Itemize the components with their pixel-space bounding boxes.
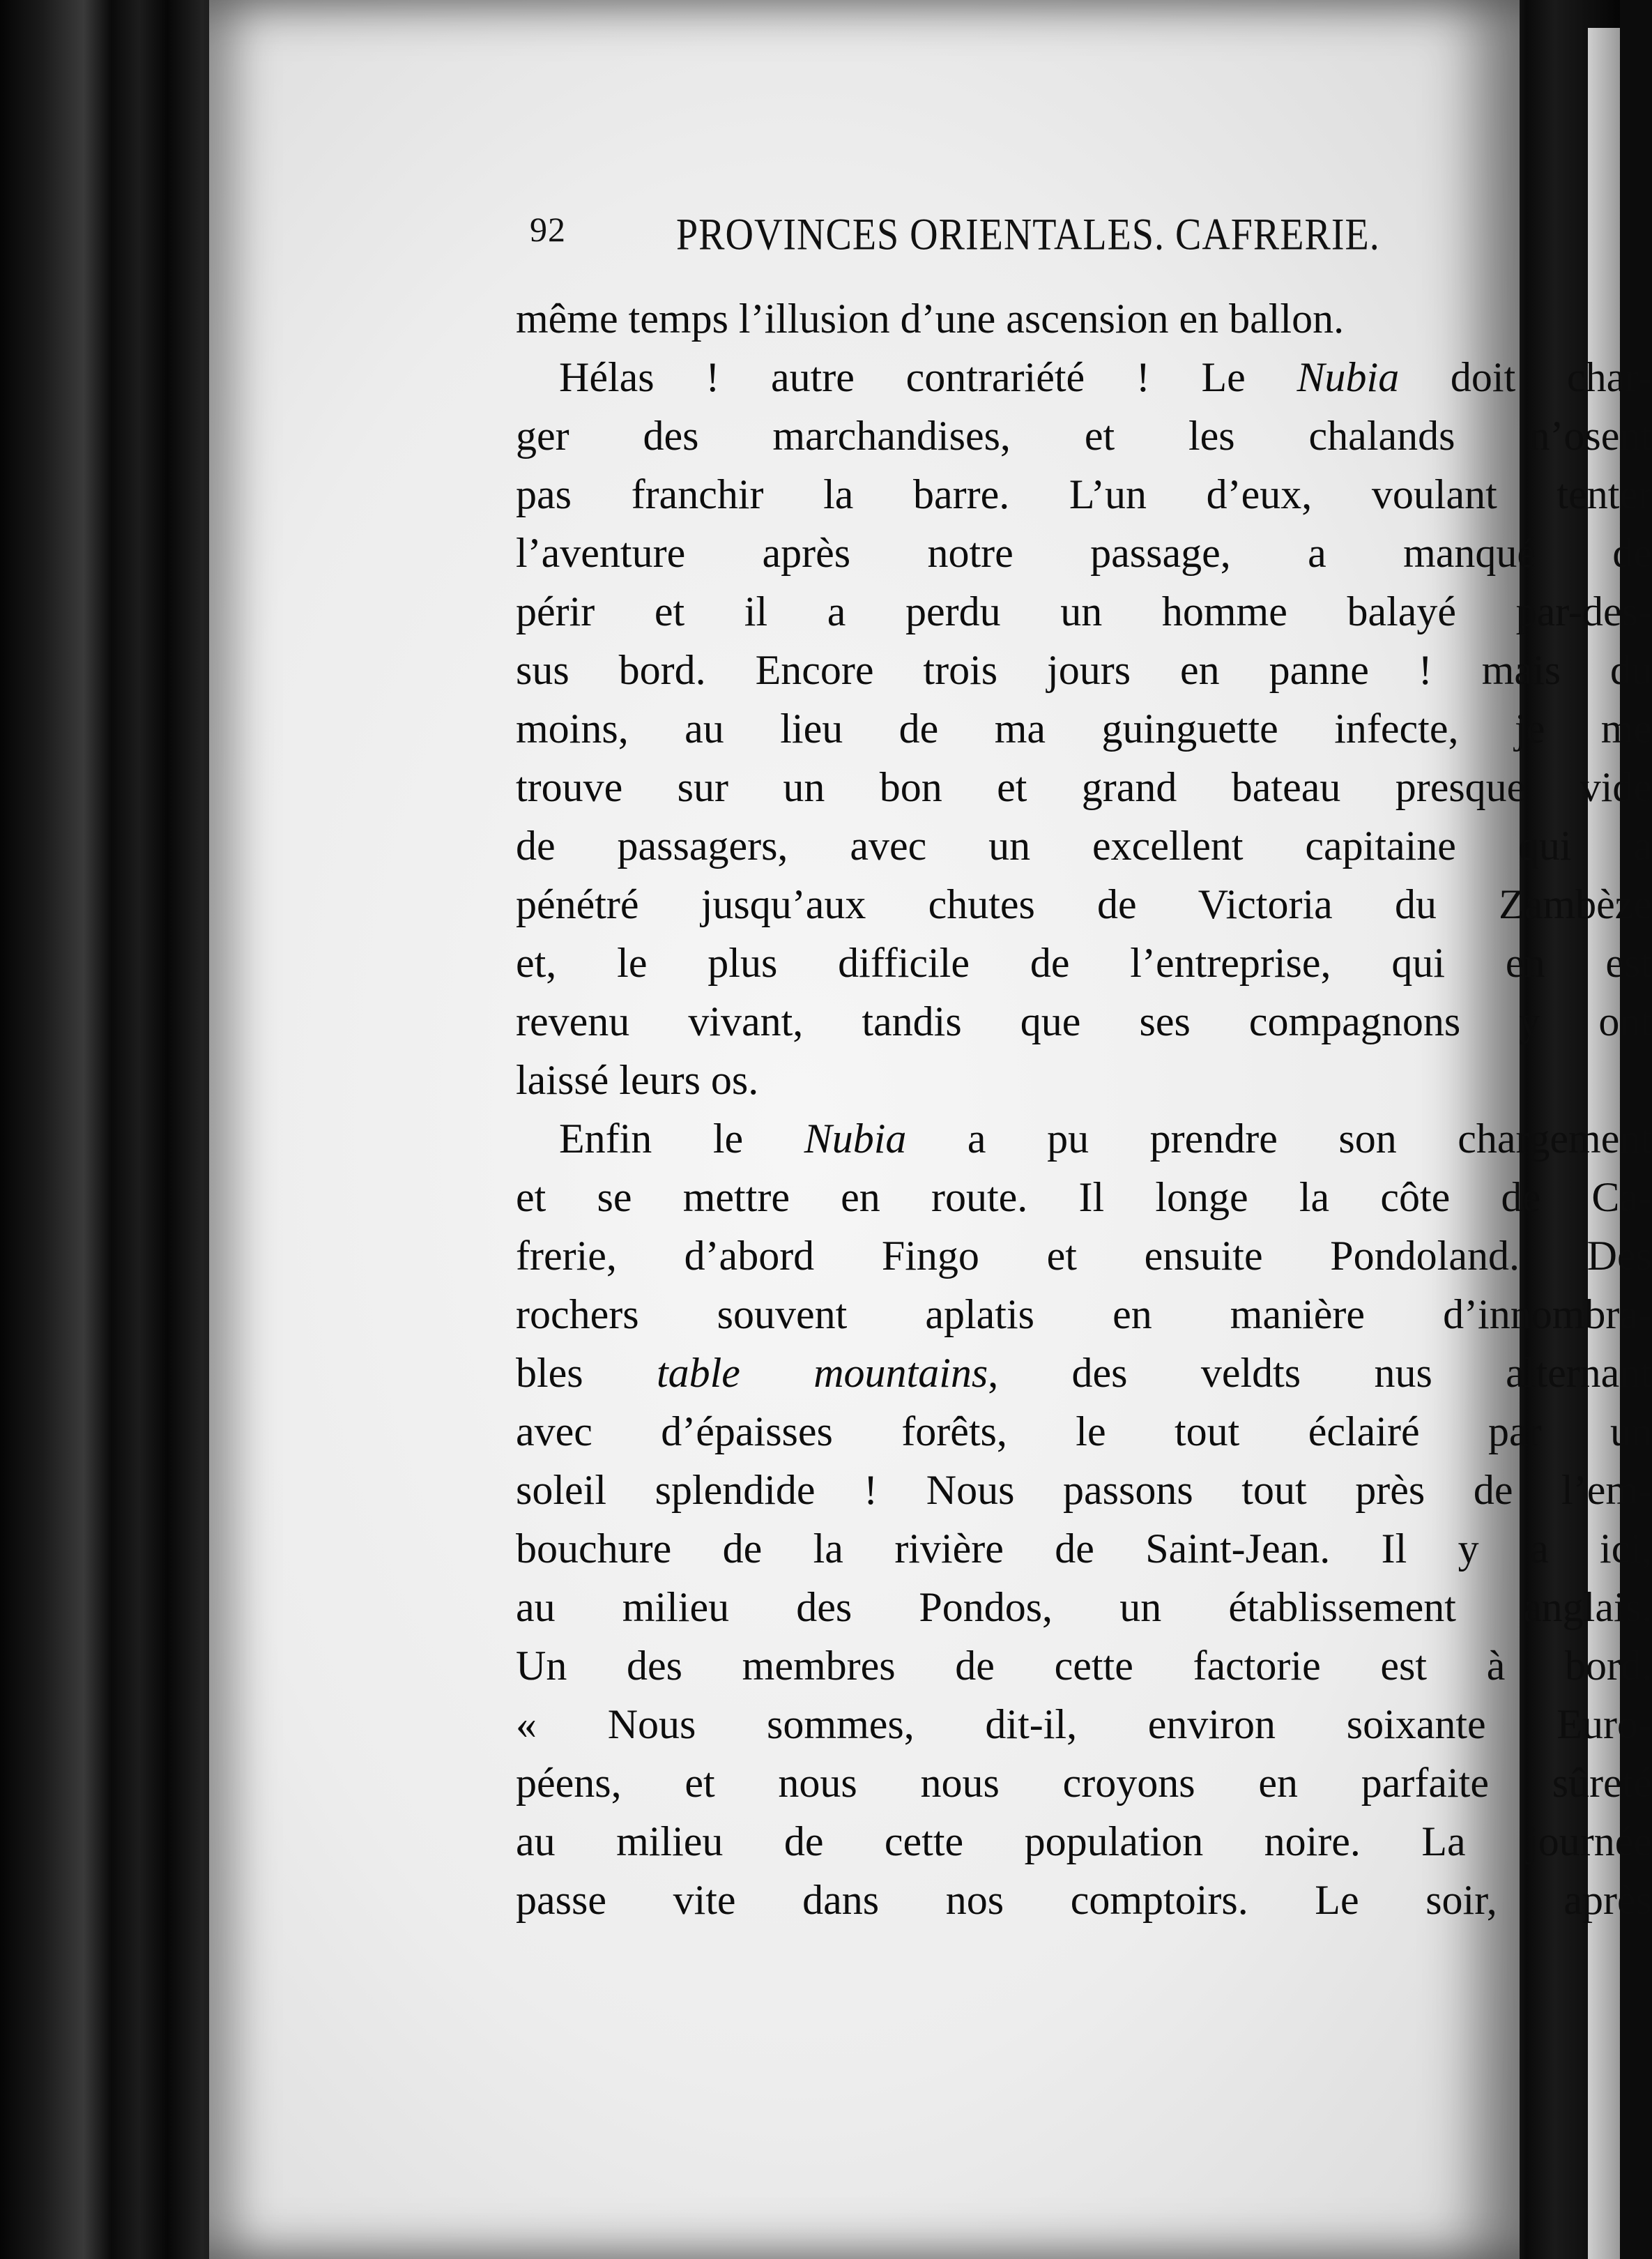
running-title: PROVINCES ORIENTALES. CAFRERIE. — [676, 210, 1380, 260]
text-line: périr et il a perdu un homme balayé par-des- — [516, 588, 1652, 634]
text-line: sus bord. Encore trois jours en panne ! mais du — [516, 647, 1652, 693]
body-text — [516, 289, 1652, 1929]
text-line: pas franchir la barre. L’un d’eux, voulant tenter — [516, 471, 1652, 517]
text-line: au milieu des Pondos, un établissement anglais. — [516, 1584, 1652, 1630]
italic-term: table mountains — [656, 1350, 988, 1396]
italic-term: Nubia — [1297, 354, 1400, 400]
book-page — [209, 0, 1652, 2259]
text-line: même temps l’illusion d’une ascension en ballon. — [516, 296, 1345, 342]
text-line: et, le plus difficile de l’entreprise, qui en est — [516, 940, 1652, 986]
text-line: passe vite dans nos comptoirs. Le soir, après — [516, 1877, 1652, 1923]
text-line: ger des marchandises, et les chalands n’osent — [516, 413, 1652, 459]
text-line: revenu vivant, tandis que ses compagnons y ont — [516, 998, 1652, 1044]
text-line: au milieu de cette population noire. La journée — [516, 1818, 1652, 1864]
book-binding-left — [0, 0, 230, 2259]
text-line: de passagers, avec un excellent capitaine qui a — [516, 823, 1652, 869]
page-number: 92 — [530, 210, 566, 249]
text-line: moins, au lieu de ma guinguette infecte, je me — [516, 706, 1652, 752]
text-line: laissé leurs os. — [516, 1057, 759, 1103]
text-line: Hélas ! autre contrariété ! Le Nubia doit char- — [559, 354, 1652, 400]
text-line: Un des membres de cette factorie est à bord. — [516, 1643, 1652, 1689]
text-line: rochers souvent aplatis en manière d’innombra- — [516, 1291, 1652, 1337]
page-header — [530, 209, 1520, 265]
text-line: « Nous sommes, dit-il, environ soixante Euro- — [516, 1701, 1652, 1747]
text-line: soleil splendide ! Nous passons tout près de l’em- — [516, 1467, 1652, 1513]
text-line: péens, et nous nous croyons en parfaite sûreté — [516, 1760, 1652, 1806]
italic-term: Nubia — [804, 1116, 907, 1162]
text-line: bouchure de la rivière de Saint-Jean. Il y a ici, — [516, 1526, 1652, 1572]
text-line: pénétré jusqu’aux chutes de Victoria du Zambèze — [516, 881, 1652, 927]
text-line: frerie, d’abord Fingo et ensuite Pondoland. Des — [516, 1233, 1652, 1279]
text-line: trouve sur un bon et grand bateau presque vide — [516, 764, 1652, 810]
text-line: et se mettre en route. Il longe la côte de Ca- — [516, 1174, 1652, 1220]
text-line: avec d’épaisses forêts, le tout éclairé par un — [516, 1408, 1652, 1454]
text-line: l’aventure après notre passage, a manqué de — [516, 530, 1652, 576]
text-line: Enfin le Nubia a pu prendre son chargement — [559, 1116, 1652, 1162]
text-line: bles table mountains, des veldts nus alternant — [516, 1350, 1652, 1396]
